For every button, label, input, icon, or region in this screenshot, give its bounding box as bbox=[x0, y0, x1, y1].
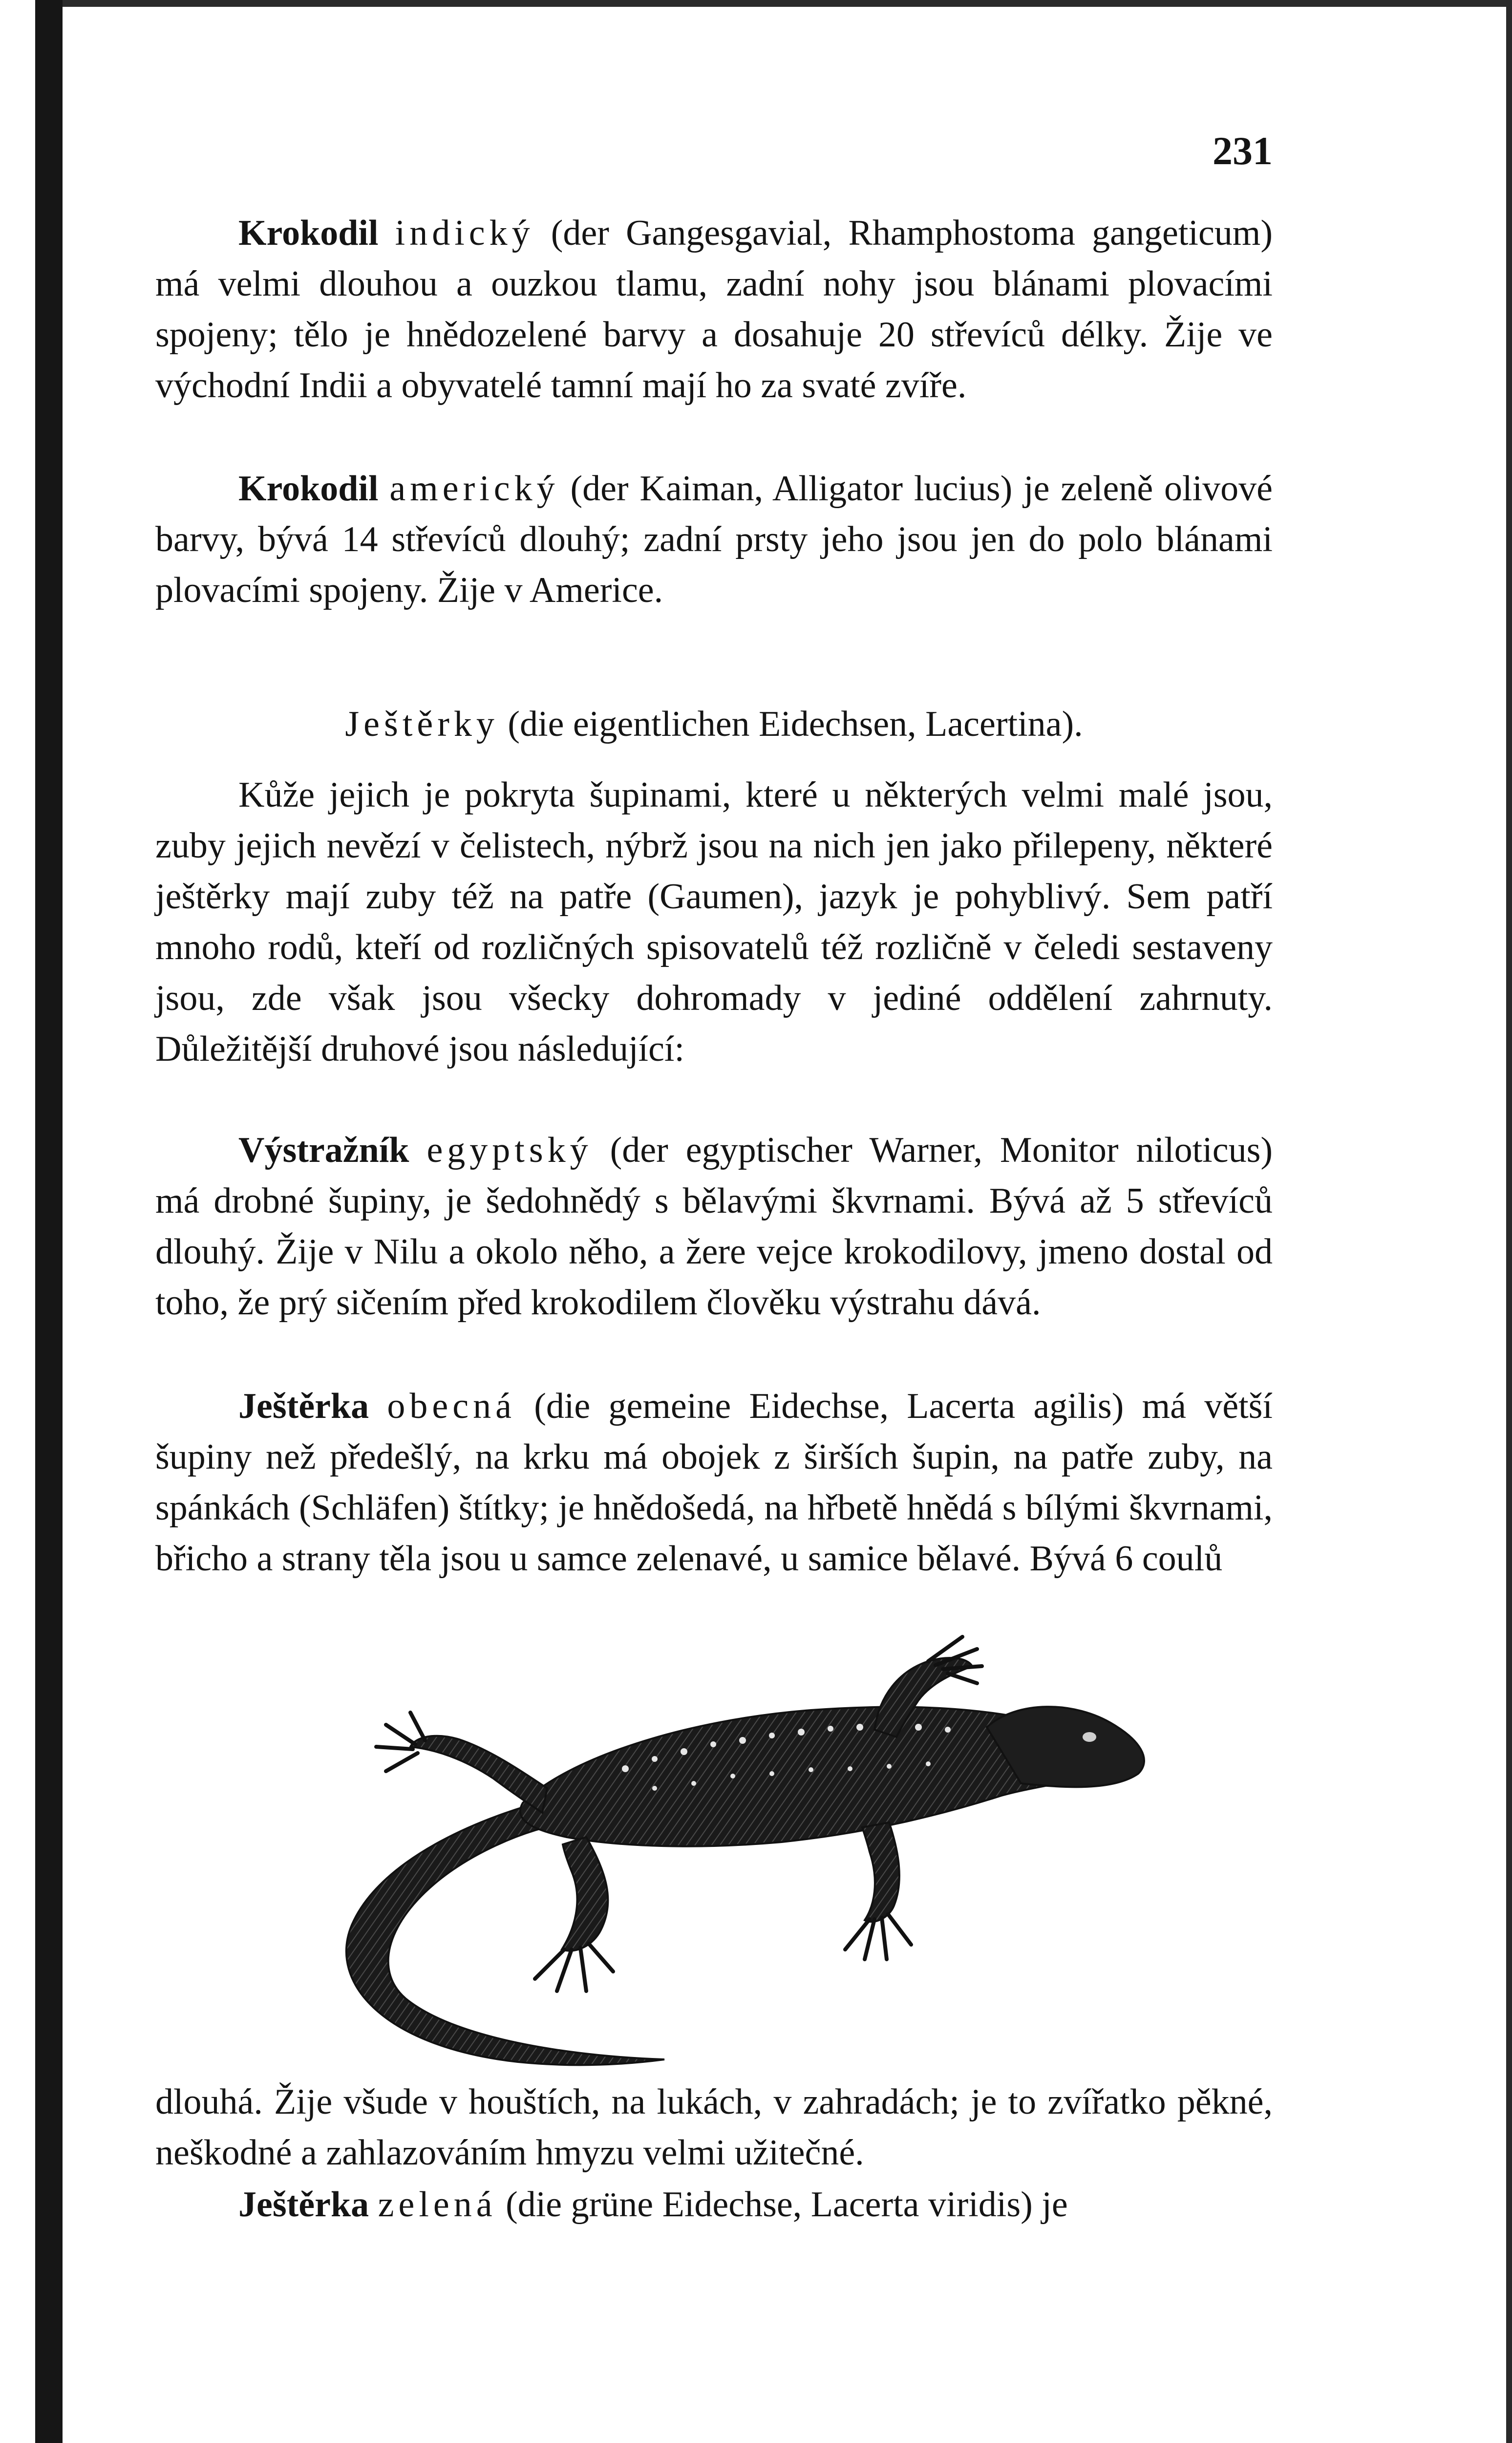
paragraph-krokodil-indicky bbox=[155, 208, 1273, 411]
species: zelená bbox=[378, 2185, 497, 2225]
paragraph-text: Kůže jejich je pokryta šupinami, které u některých velmi malé jsou, zuby jejich nevězí v čelistech, nýbrž jsou na nich jen jako přilepeny, některé ještěrky mají zuby též na patře (Gaumen), jazyk je pohyblivý. Sem patří mnoho rodů, kteří od rozličných spisovatelů též rozličně v čeledi sestaveny jsou, zde však jsou všecky dohromady v jediné oddělení zahrnuty. Důležitější druhové jsou následující: bbox=[155, 775, 1273, 1069]
paragraph-text: dlouhá. Žije všude v houštích, na lukách, v zahradách; je to zvířatko pěkné, neškodné a zahlazováním hmyzu velmi užitečné. bbox=[155, 2082, 1273, 2173]
page-right-edge bbox=[1506, 0, 1512, 2443]
term: Ještěrka bbox=[238, 2185, 369, 2225]
term: Krokodil bbox=[238, 469, 379, 509]
paragraph-jesterka-obecna bbox=[155, 1381, 1273, 1584]
term: Krokodil bbox=[238, 213, 379, 253]
page-number: 231 bbox=[1213, 129, 1273, 173]
term: Výstražník bbox=[238, 1130, 409, 1170]
species: indický bbox=[395, 213, 534, 253]
paragraph-krokodil-americky bbox=[155, 463, 1273, 616]
species: egyptský bbox=[426, 1130, 593, 1170]
paragraph-continuation bbox=[155, 2077, 1273, 2178]
paragraph-text: (der egyptischer Warner, Monitor niloticus) má drobné šupiny, je šedohnědý s bělavými škvrnami. Bývá až 5 střevíců dlouhý. Žije v Nilu a okolo něho, a žere vejce krokodilovy, jmeno dostal od toho, že prý sičením před krokodilem člověku výstrahu dává. bbox=[155, 1130, 1273, 1323]
lizard-engraving-icon bbox=[313, 1627, 1172, 2072]
paragraph-jesterka-zelena bbox=[155, 2179, 1273, 2230]
paragraph-text: (die grüne Eidechse, Lacerta viridis) je bbox=[496, 2185, 1068, 2225]
heading-term: Ještěrky bbox=[345, 704, 499, 744]
paragraph-text: (der Gangesgavial, Rhamphostoma gangeticum) má velmi dlouhou a ouzkou tlamu, zadní nohy jsou blánami plovacími spojeny; tělo je hnědozelené barvy a dosahuje 20 střevíců délky. Žije ve východní Indii a obyvatelé tamní mají ho za svaté zvíře. bbox=[155, 213, 1273, 406]
page-top-edge bbox=[63, 0, 1512, 7]
term: Ještěrka bbox=[238, 1386, 369, 1426]
lizard-illustration bbox=[313, 1627, 1172, 2072]
binding-edge bbox=[35, 0, 63, 2443]
species: americký bbox=[389, 469, 559, 509]
paragraph-text: (die gemeine Eidechse, Lacerta agilis) má větší šupiny než předešlý, na krku má obojek z širších šupin, na patře zuby, na spánkách (Schläfen) štítky; je hnědošedá, na hřbetě hnědá s bílými škvrnami, břicho a strany těla jsou u samce zelenavé, u samice bělavé. Bývá 6 coulů bbox=[155, 1386, 1273, 1579]
paragraph-vystraznik bbox=[155, 1125, 1273, 1328]
paragraph-intro bbox=[155, 770, 1273, 1074]
heading-text: (die eigentlichen Eidechsen, Lacertina). bbox=[498, 704, 1083, 744]
section-heading-jesterky bbox=[155, 699, 1273, 750]
species: obecná bbox=[387, 1386, 516, 1426]
paragraph-text: (der Kaiman, Alligator lucius) je zeleně olivové barvy, bývá 14 střevíců dlouhý; zadní prsty jeho jsou jen do polo blánami plovacími spojeny. Žije v Americe. bbox=[155, 469, 1273, 610]
